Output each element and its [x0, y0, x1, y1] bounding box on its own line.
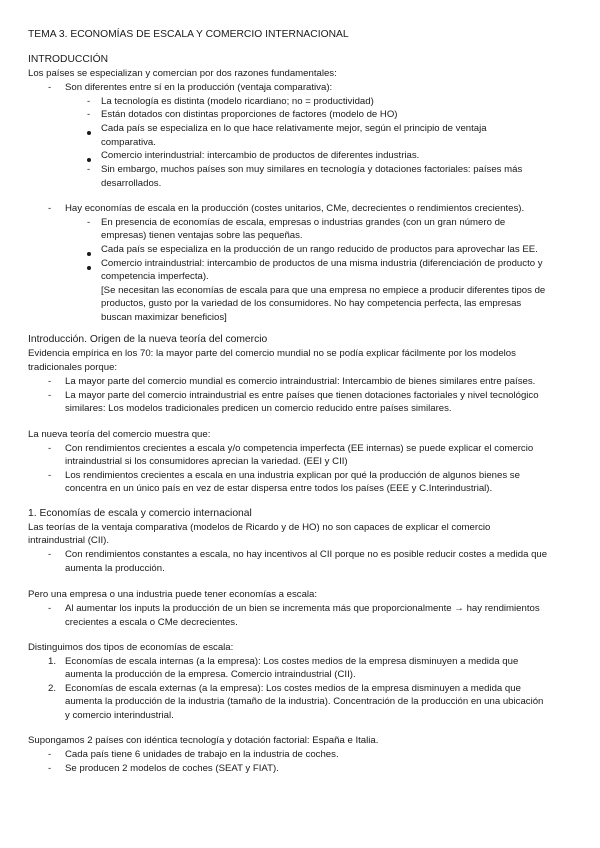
intro-note-cont: productos, gusto por la variedad de los consumidores. No hay competencia perfecta, las empresas: [101, 298, 522, 309]
intro-note: [Se necesitan las economías de escala para que una empresa no empiece a producir diferentes tipos de: [101, 285, 546, 296]
intro-sub-bullet: En presencia de economías de escala, empresas o industrias grandes (con un gran número de: [101, 217, 506, 228]
example-bullet: Cada país tiene 6 unidades de trabajo en la industria de coches.: [65, 749, 339, 760]
intro-sub-bullet: Comercio intraindustrial: intercambio de productos de una misma industria (diferenciación de producto y: [101, 258, 543, 269]
dash-bullet: -: [48, 203, 52, 214]
intro-sub-bullet: La tecnología es distinta (modelo ricardiano; no = productividad): [101, 96, 374, 107]
new-theory-bullet-cont: intraindustrial si los consumidores aprecian la variedad. (EEI y CII): [65, 456, 348, 467]
section-1-lead: Las teorías de la ventaja comparativa (modelos de Ricardo y de HO) no son capaces de explicar el comercio: [28, 522, 491, 533]
dash-bullet: -: [87, 109, 91, 120]
intro-sub-bullet-cont: competencia imperfecta).: [101, 271, 209, 282]
dash-bullet: -: [87, 96, 91, 107]
dash-bullet: -: [48, 549, 52, 560]
new-theory-bullet: Con rendimientos crecientes a escala y/o competencia imperfecta (EE internas) se puede explicar el comercio: [65, 443, 534, 454]
scale-bullet-cont: crecientes a escala o CMe decrecientes.: [65, 617, 238, 628]
dash-bullet: -: [48, 443, 52, 454]
dot-bullet: [87, 261, 91, 274]
document-title: TEMA 3. ECONOMÍAS DE ESCALA Y COMERCIO INTERNACIONAL: [28, 29, 349, 40]
section-1-lead-cont: intraindustrial (CII).: [28, 535, 110, 546]
origin-bullet: La mayor parte del comercio intraindustrial es entre países que tienen dotaciones factoriales y nivel tecnológico: [65, 390, 539, 401]
dash-bullet: -: [48, 390, 52, 401]
new-theory-bullet-cont: concentra en un único país en vez de estar dispersa entre todos los países (EEE y C.Interindustrial).: [65, 483, 493, 494]
list-number: 2.: [48, 683, 57, 694]
origin-lead-cont: tradicionales porque:: [28, 362, 118, 373]
intro-bullet-1: Son diferentes entre sí en la producción (ventaja comparativa):: [65, 82, 333, 93]
intro-sub-bullet: Están dotados con distintas proporciones de factores (modelo de HO): [101, 109, 398, 120]
types-item-cont: aumenta la producción de la empresa. Comercio intraindustrial (CII).: [65, 669, 356, 680]
dash-bullet: -: [87, 164, 91, 175]
section-heading-introduccion: INTRODUCCIÓN: [28, 54, 109, 65]
intro-sub-bullet-cont: empresas) tienen ventajas sobre las pequeñas.: [101, 230, 303, 241]
intro-sub-bullet: Sin embargo, muchos países son muy similares en tecnología y dotaciones factoriales: países más: [101, 164, 523, 175]
types-item-cont: y comercio interindustrial.: [65, 710, 174, 721]
new-theory-bullet: Los rendimientos crecientes a escala en una industria explican por qué la producción de algunos bienes se: [65, 470, 520, 481]
dash-bullet: -: [48, 763, 52, 774]
section-heading-origen: Introducción. Origen de la nueva teoría del comercio: [28, 334, 268, 345]
dash-bullet: -: [87, 217, 91, 228]
types-item: Economías de escala internas (a la empresa): Los costes medios de la empresa disminuyen a medida que: [65, 656, 519, 667]
dash-bullet: -: [48, 82, 52, 93]
dash-bullet: -: [48, 376, 52, 387]
section-1-bullet: Con rendimientos constantes a escala, no hay incentivos al CII porque no es posible reducir costes a medida que: [65, 549, 548, 560]
dot-bullet: [87, 247, 91, 260]
origin-lead: Evidencia empírica en los 70: la mayor parte del comercio mundial no se podía explicar fácilmente por los modelos: [28, 348, 516, 359]
intro-lead: Los países se especializan y comercian por dos razones fundamentales:: [28, 68, 337, 79]
intro-sub-bullet-cont: comparativa.: [101, 137, 156, 148]
dot-bullet: [87, 126, 91, 139]
types-item-cont: aumenta la producción de la industria (tamaño de la industria). Concentración de la producción en una ubicación: [65, 696, 544, 707]
example-lead: Supongamos 2 países con idéntica tecnología y dotación factorial: España e Italia.: [28, 735, 379, 746]
section-heading-1: 1. Economías de escala y comercio internacional: [28, 508, 252, 519]
dash-bullet: -: [48, 470, 52, 481]
types-item: Economías de escala externas (a la empresa): Los costes medios de la empresa disminuyen a medida que: [65, 683, 521, 694]
intro-sub-bullet: Comercio interindustrial: intercambio de productos de diferentes industrias.: [101, 150, 420, 161]
intro-note-cont: buscan maximizar beneficios]: [101, 312, 227, 323]
intro-sub-bullet: Cada país se especializa en lo que hace relativamente mejor, según el principio de ventaja: [101, 123, 487, 134]
origin-bullet: La mayor parte del comercio mundial es comercio intraindustrial: Intercambio de bienes similares entre países.: [65, 376, 536, 387]
intro-sub-bullet: Cada país se especializa en la producción de un rango reducido de productos para aprovechar las EE.: [101, 244, 538, 255]
scale-bullet: Al aumentar los inputs la producción de un bien se incrementa más que proporcionalmente → hay rendimientos: [65, 603, 540, 614]
example-bullet: Se producen 2 modelos de coches (SEAT y FIAT).: [65, 763, 279, 774]
intro-bullet-2: Hay economías de escala en la producción (costes unitarios, CMe, decrecientes o rendimientos crecientes).: [65, 203, 525, 214]
dash-bullet: -: [48, 749, 52, 760]
list-number: 1.: [48, 656, 57, 667]
origin-bullet-cont: similares: Los modelos tradicionales predicen un comercio reducido entre países similares.: [65, 403, 452, 414]
section-1-bullet-cont: aumenta la producción.: [65, 563, 165, 574]
scale-lead: Pero una empresa o una industria puede tener economías a escala:: [28, 589, 318, 600]
intro-sub-bullet-cont: desarrollados.: [101, 178, 162, 189]
dash-bullet: -: [48, 603, 52, 614]
types-lead: Distinguimos dos tipos de economías de escala:: [28, 642, 234, 653]
new-theory-lead: La nueva teoría del comercio muestra que:: [28, 429, 211, 440]
